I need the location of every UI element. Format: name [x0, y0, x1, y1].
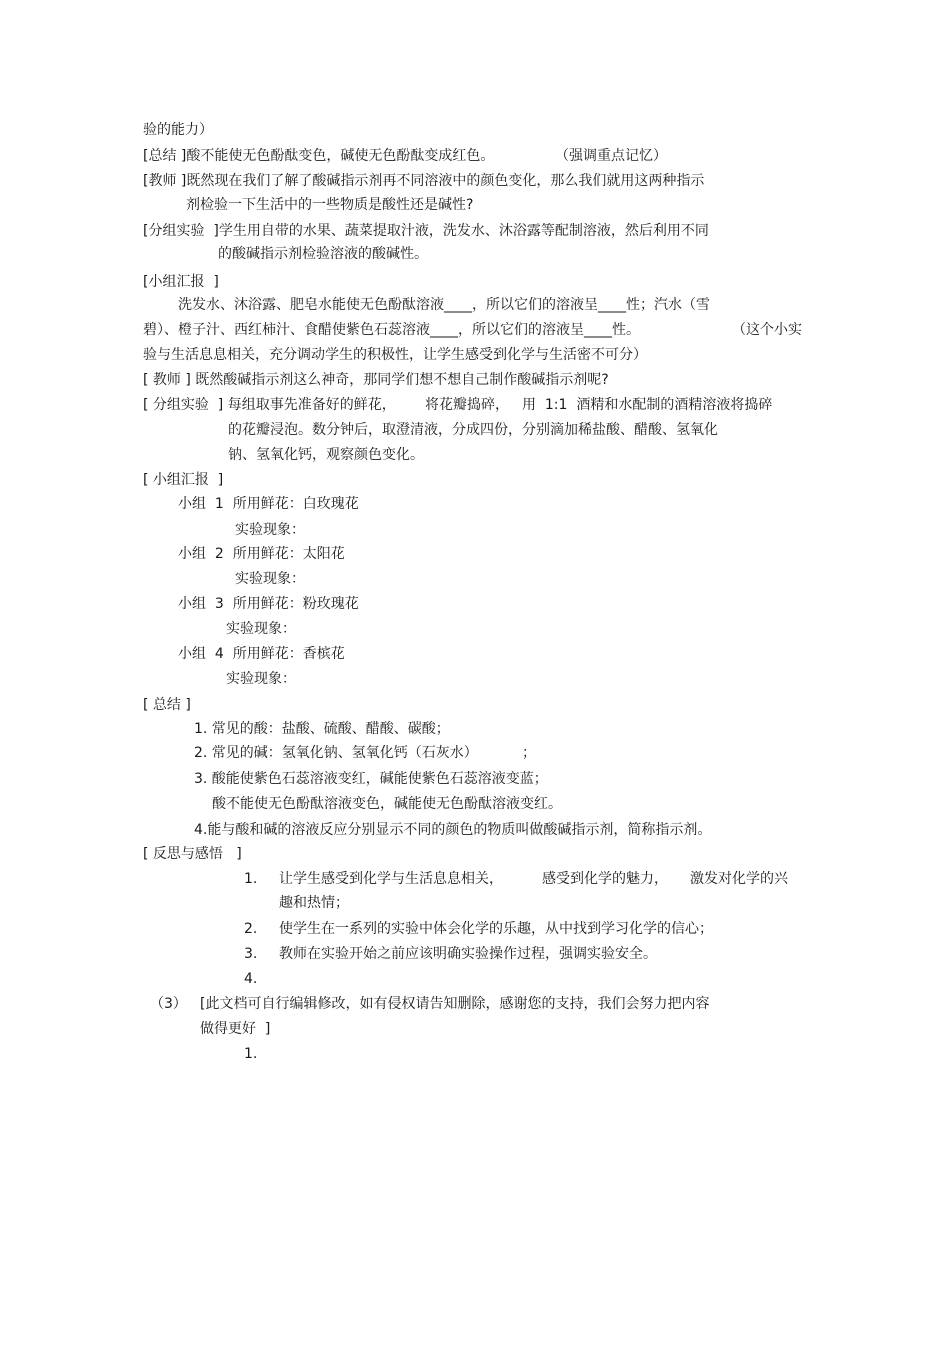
reflection-number: 3.	[244, 946, 258, 962]
summary-item-3-cont: 酸不能使无色酚酞溶液变色，碱能使无色酚酞溶液变红。	[212, 796, 562, 812]
reflection-item-3: 教师在实验开始之前应该明确实验操作过程，强调实验安全。	[279, 946, 657, 962]
punctuation: ；	[522, 745, 536, 761]
reflection-item-1: 让学生感受到化学与生活息息相关，	[279, 871, 503, 887]
reflection-heading: [ 反思与感悟 ]	[143, 846, 242, 862]
summary-item-2: 2. 常见的碱：氢氧化钠、氢氧化钙（石灰水）	[194, 745, 478, 761]
text-line: 验与生活息息相关，充分调动学生的积极性，让学生感受到化学与生活密不可分）	[143, 347, 647, 363]
group-2-observation: 实验现象：	[235, 571, 305, 587]
group-4-observation: 实验现象：	[226, 671, 296, 687]
text-line: 碧）、橙子汁、西红柿汁、食醋使紫色石蕊溶液____，所以它们的溶液呈____性。	[143, 322, 640, 338]
text-line: 验的能力）	[143, 122, 213, 138]
reflection-item-1-part: 感受到化学的魅力，	[542, 871, 668, 887]
group-4-flower: 小组 4 所用鲜花：香槟花	[178, 646, 345, 662]
text-fragment: 将花瓣捣碎，	[425, 397, 509, 413]
text-line: 的酸碱指示剂检验溶液的酸碱性。	[218, 246, 428, 262]
summary-line: [总结 ]酸不能使无色酚酞变色，碱使无色酚酞变成红色。	[143, 148, 495, 164]
summary-item-1: 1. 常见的酸：盐酸、硫酸、醋酸、碳酸；	[194, 721, 450, 737]
teacher-line: [ 教师 ] 既然酸碱指示剂这么神奇，那同学们想不想自己制作酸碱指示剂呢?	[143, 372, 609, 388]
list-number: 1.	[244, 1046, 258, 1062]
text-line: 剂检验一下生活中的一些物质是酸性还是碱性?	[186, 197, 474, 213]
summary-heading: [ 总结 ]	[143, 697, 191, 713]
text-line: 洗发水、沐浴露、肥皂水能使无色酚酞溶液____，所以它们的溶液呈____性；汽水（雪	[178, 297, 710, 313]
group-1-observation: 实验现象：	[235, 522, 305, 538]
group-report-heading: [ 小组汇报 ]	[143, 472, 224, 488]
section-number: （3）	[150, 996, 187, 1012]
reflection-item-1-part: 激发对化学的兴	[690, 871, 788, 887]
text-line: 的花瓣浸泡。数分钟后，取澄清液，分成四份，分别滴加稀盐酸、醋酸、氢氧化	[228, 422, 718, 438]
group-3-observation: 实验现象：	[226, 621, 296, 637]
group-1-flower: 小组 1 所用鲜花：白玫瑰花	[178, 496, 359, 512]
reflection-item-2: 使学生在一系列的实验中体会化学的乐趣，从中找到学习化学的信心；	[279, 921, 713, 937]
reflection-number: 2.	[244, 921, 258, 937]
note-text: （这个小实	[732, 322, 802, 338]
text-fragment: 用 1:1 酒精和水配制的酒精溶液将捣碎	[522, 397, 773, 413]
group-3-flower: 小组 3 所用鲜花：粉玫瑰花	[178, 596, 359, 612]
disclaimer-text: [此文档可自行编辑修改，如有侵权请告知删除，感谢您的支持，我们会努力把内容	[200, 996, 710, 1012]
summary-item-4: 4.能与酸和碱的溶液反应分别显示不同的颜色的物质叫做酸碱指示剂，简称指示剂。	[194, 822, 712, 838]
reflection-number: 4.	[244, 971, 258, 987]
summary-item-3: 3. 酸能使紫色石蕊溶液变红，碱能使紫色石蕊溶液变蓝；	[194, 771, 548, 787]
group-experiment-line: [ 分组实验 ] 每组取事先准备好的鲜花，	[143, 397, 396, 413]
disclaimer-text-cont: 做得更好 ]	[200, 1021, 271, 1037]
emphasis-note: （强调重点记忆）	[555, 148, 667, 164]
group-2-flower: 小组 2 所用鲜花：太阳花	[178, 546, 345, 562]
reflection-item-1-cont: 趣和热情；	[279, 895, 349, 911]
reflection-number: 1.	[244, 871, 258, 887]
group-report-heading: [小组汇报 ]	[143, 274, 219, 290]
group-experiment-line: [分组实验 ]学生用自带的水果、蔬菜提取汁液，洗发水、沐浴露等配制溶液，然后利用不同	[143, 223, 709, 239]
teacher-line: [教师 ]既然现在我们了解了酸碱指示剂再不同溶液中的颜色变化，那么我们就用这两种指示	[143, 173, 705, 189]
text-line: 钠、氢氧化钙，观察颜色变化。	[228, 447, 424, 463]
